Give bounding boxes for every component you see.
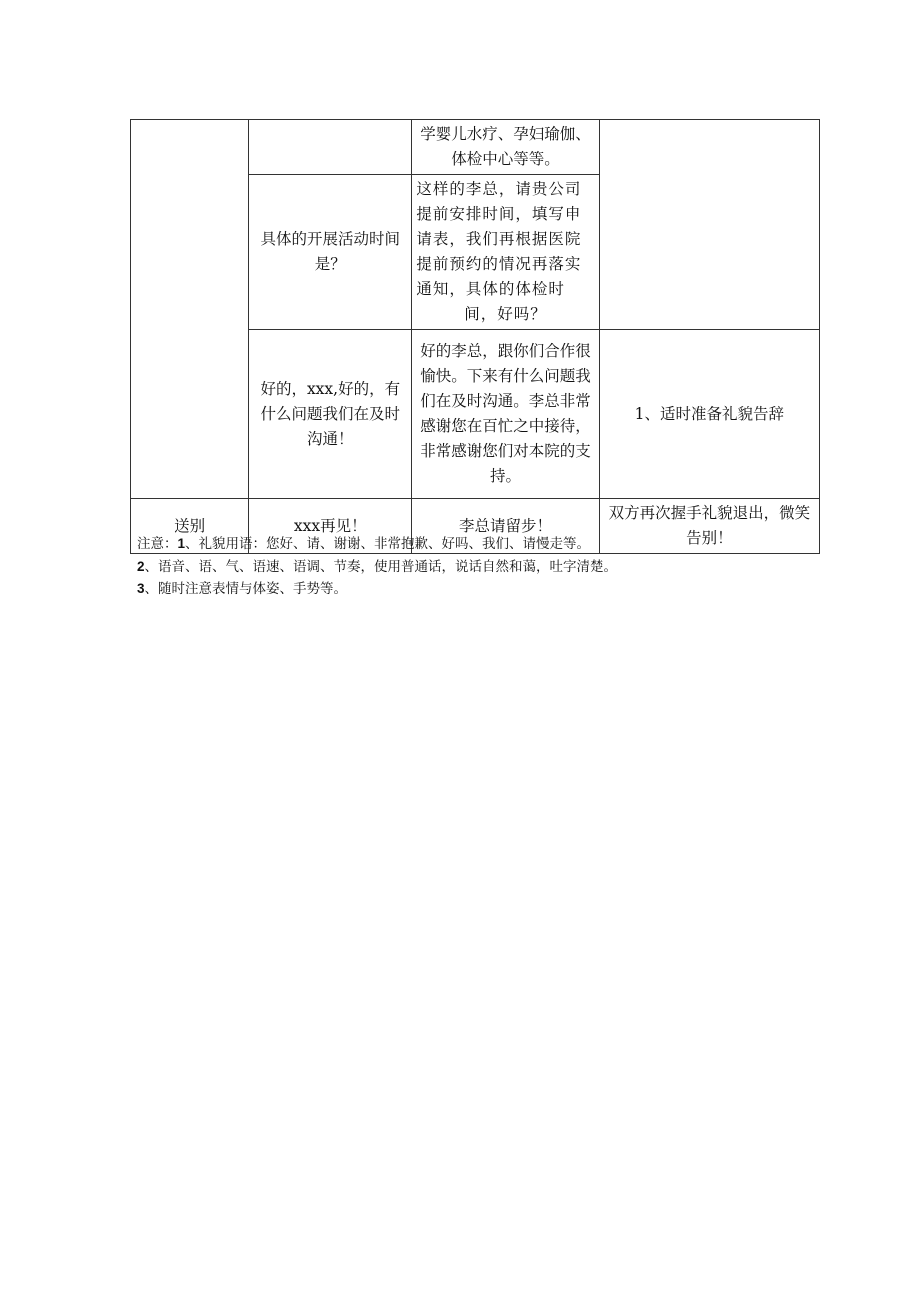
client-question-cell: [249, 175, 412, 330]
staff-reply-cell: [412, 330, 599, 499]
client-reply-cell: [249, 330, 412, 499]
etiquette-table: [130, 119, 820, 554]
note-prefix: 注意：: [137, 536, 178, 552]
staff-reply-text: 学婴儿水疗、孕妇瑜伽、体检中心等等。: [420, 125, 591, 168]
note-line-2: [137, 556, 617, 579]
note-cell: [599, 330, 819, 499]
note-cell: [599, 499, 819, 554]
staff-reply-text: 李总请留步！: [459, 516, 553, 535]
staff-reply-cell: [412, 175, 599, 330]
table-row: [131, 120, 820, 175]
staff-reply-cell: [412, 120, 599, 175]
note-line-1: [137, 533, 617, 556]
client-question-text: 具体的开展活动时间是？: [260, 230, 401, 273]
stage-cell-empty: [131, 120, 249, 499]
note-cell-empty: [599, 120, 819, 330]
staff-reply-text: 这样的李总，请贵公司提前安排时间，填写申请表，我们再根据医院提前预约的情况再落实通知，具体的体检时间，好吗？: [416, 180, 582, 323]
staff-reply-text: 好的李总，跟你们合作很愉快。下来有什么问题我们在及时沟通。李总非常感谢您在百忙之中接待，非常感谢您们对本院的支持。: [420, 342, 591, 485]
client-cell-empty: [249, 120, 412, 175]
stage-label: 送别: [174, 516, 206, 535]
note-line-3: [137, 578, 617, 601]
client-reply-text: 好的，xxx,好的，有什么问题我们在及时沟通！: [260, 379, 401, 448]
note-text: 、随时注意表情与体姿、手势等。: [144, 581, 348, 597]
note-number: 3: [137, 581, 145, 596]
client-reply-text: xxx再见！: [293, 516, 367, 535]
note-text: 、礼貌用语：您好、请、谢谢、非常抱歉、好吗、我们、请慢走等。: [185, 536, 591, 552]
note-number: 2: [137, 558, 145, 574]
note-text: 1、适时准备礼貌告辞: [634, 404, 785, 423]
note-text: 双方再次握手礼貌退出，微笑告别！: [608, 504, 811, 547]
notes-section: [137, 533, 617, 601]
note-text: 、语音、语、气、语速、语调、节奏，使用普通话，说话自然和蔼，吐字清楚。: [144, 558, 618, 575]
note-number: 1: [177, 536, 186, 551]
